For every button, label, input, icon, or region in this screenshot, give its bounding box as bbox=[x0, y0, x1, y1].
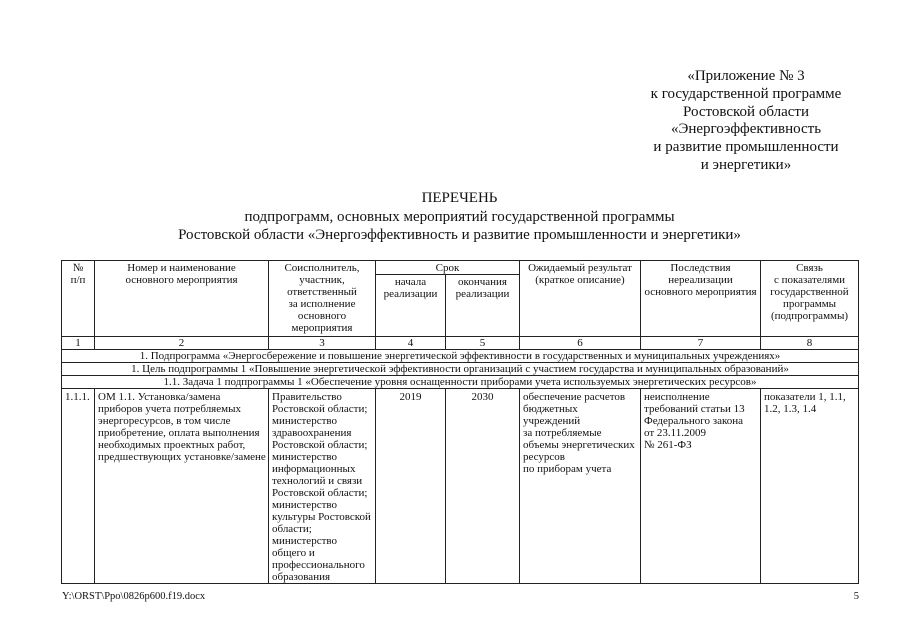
column-number-cell: 2 bbox=[95, 337, 269, 350]
task-cell: 1.1. Задача 1 подпрограммы 1 «Обеспечение уровня оснащенности приборами учета используемых энергетических ресурсов» bbox=[62, 376, 859, 389]
row-indicators-cell: показатели 1, 1.1, 1.2, 1.3, 1.4 bbox=[761, 389, 859, 584]
row-result-cell: обеспечение расчетов бюджетных учреждений за потребляемые объемы энергетических ресурсов по приборам учета bbox=[520, 389, 641, 584]
column-number-cell: 5 bbox=[446, 337, 520, 350]
column-number-cell: 4 bbox=[376, 337, 446, 350]
task-row bbox=[62, 376, 859, 389]
row-end-cell: 2030 bbox=[446, 389, 520, 584]
document-title bbox=[61, 189, 858, 245]
row-number-cell: 1.1.1. bbox=[62, 389, 95, 584]
footer-file-path: Y:\ORST\Ppo\0826p600.f19.docx bbox=[62, 591, 206, 602]
table-header-row bbox=[62, 261, 859, 275]
header-cell-term-end: окончания реализации bbox=[446, 275, 520, 337]
appendix-line: к государственной программе bbox=[650, 85, 842, 102]
row-consequences-cell: неисполнение требований статьи 13 Федерального закона от 23.11.2009 № 261-ФЗ bbox=[641, 389, 761, 584]
row-start-cell: 2019 bbox=[376, 389, 446, 584]
row-name-cell: ОМ 1.1. Установка/замена приборов учета потребляемых энергоресурсов, в том числе приобретение, оплата выполнения необходимых проектных работ, предшествующих установке/замене bbox=[95, 389, 269, 584]
header-cell-indicators: Связь с показателями государственной программы (подпрограммы) bbox=[761, 261, 859, 337]
subprogram-cell: 1. Подпрограмма «Энергосбережение и повышение энергетической эффективности в государственных и муниципальных учреждениях» bbox=[62, 350, 859, 363]
page-number: 5 bbox=[853, 591, 859, 602]
header-cell-number: № п/п bbox=[62, 261, 95, 337]
appendix-line: Ростовской области bbox=[683, 103, 809, 120]
table-row bbox=[62, 389, 859, 584]
column-number-cell: 7 bbox=[641, 337, 761, 350]
appendix-line: «Приложение № 3 bbox=[687, 68, 805, 84]
column-number-cell: 8 bbox=[761, 337, 859, 350]
header-cell-executor: Соисполнитель, участник, ответственный за исполнение основного мероприятия bbox=[269, 261, 376, 337]
header-cell-term: Срок bbox=[376, 261, 520, 275]
header-cell-consequences: Последствия нереализации основного мероприятия bbox=[641, 261, 761, 337]
subprogram-row bbox=[62, 350, 859, 363]
column-number-cell: 6 bbox=[520, 337, 641, 350]
goal-row bbox=[62, 363, 859, 376]
header-cell-name: Номер и наименование основного мероприятия bbox=[95, 261, 269, 337]
title-heading: ПЕРЕЧЕНЬ bbox=[421, 190, 498, 206]
appendix-note bbox=[636, 68, 856, 175]
title-line: подпрограмм, основных мероприятий государственной программы bbox=[244, 208, 675, 225]
header-cell-result: Ожидаемый результат (краткое описание) bbox=[520, 261, 641, 337]
appendix-line: и развитие промышленности bbox=[653, 139, 839, 156]
column-number-cell: 1 bbox=[62, 337, 95, 350]
column-numbers-row bbox=[62, 337, 859, 350]
row-executor-cell: Правительство Ростовской области; министерство здравоохранения Ростовской области; министерство информационных технологий и связи Ростовской области; министерство культуры Ростовской области; министерство общего и профессионального образования bbox=[269, 389, 376, 584]
activities-table bbox=[61, 260, 859, 584]
column-number-cell: 3 bbox=[269, 337, 376, 350]
goal-cell: 1. Цель подпрограммы 1 «Повышение энергетической эффективности организаций с участием государства и муниципальных образований» bbox=[62, 363, 859, 376]
appendix-line: «Энергоэффективность bbox=[670, 121, 822, 138]
title-line: Ростовской области «Энергоэффективность и развитие промышленности и энергетики» bbox=[178, 227, 741, 243]
header-cell-term-start: начала реализации bbox=[376, 275, 446, 337]
appendix-line: и энергетики» bbox=[700, 156, 792, 173]
